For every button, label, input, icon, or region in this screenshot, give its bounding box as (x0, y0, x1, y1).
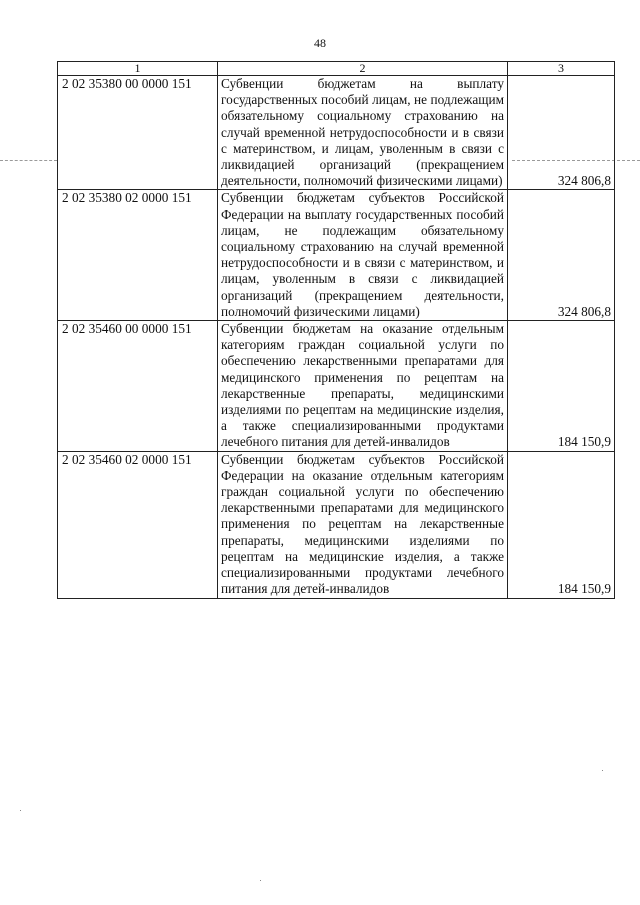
table-row (58, 321, 615, 452)
column-header-description: 2 (218, 62, 508, 76)
table-row (58, 451, 615, 598)
description-cell: Субвенции бюджетам субъектов Российской Федерации на выплату государственных пособий лицам, не подлежащим обязательному социальному страхованию на случай временной нетрудоспособности и в связи с материнством, и лицам, уволенным в связи с ликвидацией организаций (прекращением деятельности, полномочий физическими лицами) (218, 190, 508, 321)
budget-table (57, 61, 615, 599)
column-header-amount: 3 (508, 62, 615, 76)
amount-cell: 184 150,9 (508, 321, 615, 452)
budget-code-cell: 2 02 35380 02 0000 151 (58, 190, 218, 321)
description-cell: Субвенции бюджетам на выплату государственных пособий лицам, не подлежащим обязательному социальному страхованию на случай временной нетрудоспособности и в связи с материнством, и лицам, уволенным в связи с ликвидацией организаций (прекращением деятельности, полномочий физическими лицами) (218, 76, 508, 190)
table-header-row (58, 62, 615, 76)
budget-code-cell: 2 02 35380 00 0000 151 (58, 76, 218, 190)
page-number: 48 (314, 36, 326, 50)
budget-code-cell: 2 02 35460 00 0000 151 (58, 321, 218, 452)
scan-artifact-line-left (0, 160, 57, 161)
amount-cell: 324 806,8 (508, 76, 615, 190)
amount-cell: 324 806,8 (508, 190, 615, 321)
table-row (58, 76, 615, 190)
column-header-code: 1 (58, 62, 218, 76)
amount-cell: 184 150,9 (508, 451, 615, 598)
budget-code-cell: 2 02 35460 02 0000 151 (58, 451, 218, 598)
description-cell: Субвенции бюджетам субъектов Российской Федерации на оказание отдельным категориям граждан социальной услуги по обеспечению лекарственными препаратами для медицинского применения по рецептам на лекарственные препараты, медицинскими изделиями по рецептам на медицинские изделия, а также специализированными продуктами лечебного питания для детей-инвалидов (218, 451, 508, 598)
scan-speck (602, 770, 603, 771)
scan-speck (260, 880, 261, 881)
description-cell: Субвенции бюджетам на оказание отдельным категориям граждан социальной услуги по обеспечению лекарственными препаратами для медицинского применения по рецептам на лекарственные препараты, медицинскими изделиями по рецептам на медицинские изделия, а также специализированными продуктами лечебного питания для детей-инвалидов (218, 321, 508, 452)
scan-speck (20, 810, 21, 811)
table-row (58, 190, 615, 321)
